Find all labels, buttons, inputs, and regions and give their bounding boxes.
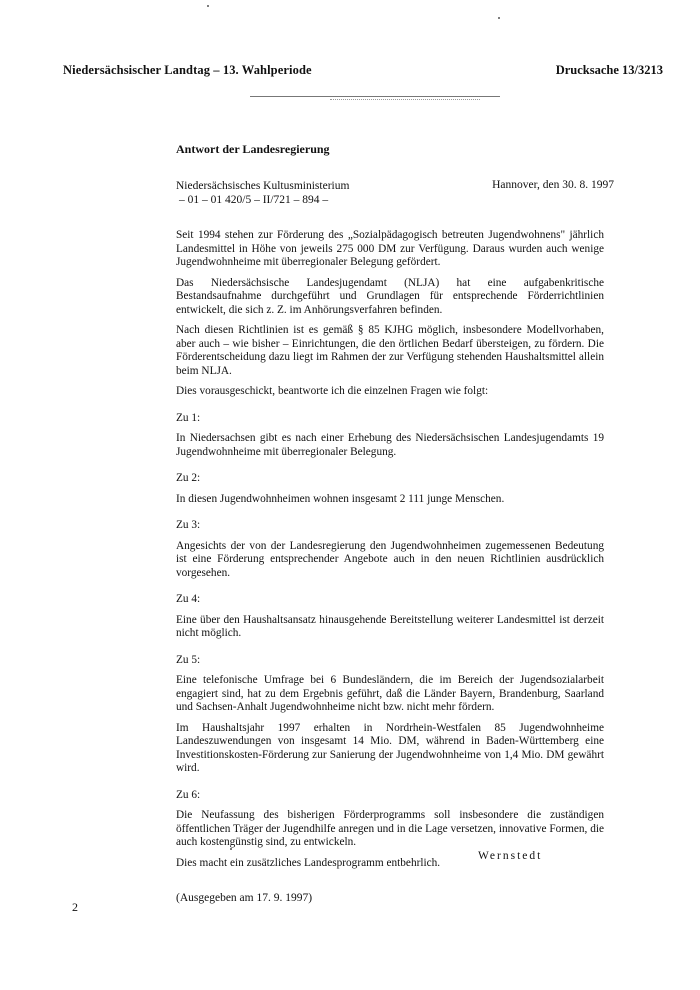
answer-label: Zu 4: bbox=[176, 593, 201, 605]
file-reference: – 01 – 01 420/5 – II/721 – 894 – bbox=[179, 194, 329, 206]
answer-text: Eine über den Haushaltsansatz hinausgehende Bereitstellung weiterer Landesmittel ist derzeit nicht möglich. bbox=[176, 613, 604, 639]
intro-paragraph: Seit 1994 stehen zur Förderung des „Sozialpädagogisch betreuten Jugendwohnens" jährlich Landesmittel in Höhe von jeweils 275 000 DM zur Verfügung. Daraus wurden auch wenige Jugendwohnheime mit überregionaler Belegung gefördert. bbox=[176, 229, 604, 268]
intro-paragraph: Das Niedersächsische Landesjugendamt (NLJA) hat eine aufgabenkritische Bestandsaufnahme durchgeführt und Grundlagen für entsprechende Förderrichtlinien entwickelt, die sich z. Z. im Anhörungsverfahren befinden. bbox=[176, 276, 604, 316]
answer-label: Zu 5: bbox=[176, 653, 201, 666]
header-document-number: Drucksache 13/3213 bbox=[555, 63, 663, 77]
answer-text: Im Haushaltsjahr 1997 erhalten in Nordrhein-Westfalen 85 Jugendwohnheime Landeszuwendungen von insgesamt 14 Mio. DM, während in Baden-Württemberg eine Investitionskosten-Förderung zur Sanierung der Jugendwohnheime von 1,4 Mio. DM gewährt wird. bbox=[176, 721, 604, 774]
issue-date: (Ausgegeben am 17. 9. 1997) bbox=[176, 892, 313, 904]
ministry-name: Niedersächsisches Kultusministerium bbox=[176, 180, 350, 192]
answer-text: In diesen Jugendwohnheimen wohnen insgesamt 2 111 junge Menschen. bbox=[176, 492, 505, 505]
answer-text: Die Neufassung des bisherigen Förderprogramms soll insbesondere die zuständigen öffentlichen Träger der Jugendhilfe anregen und in die Lage versetzen, innovative Formen, die auch kostengünstig sind, zu entwickeln. bbox=[176, 809, 604, 848]
answer-label: Zu 2: bbox=[176, 472, 201, 484]
header-parliament-title: Niedersächsischer Landtag – 13. Wahlperiode bbox=[63, 63, 312, 77]
place-and-date: Hannover, den 30. 8. 1997 bbox=[492, 179, 614, 191]
answer-text: In Niedersachsen gibt es nach einer Erhebung des Niedersächsischen Landesjugendamts 19 Jugendwohnheime mit überregionaler Belegung. bbox=[176, 432, 604, 458]
intro-paragraph: Nach diesen Richtlinien ist es gemäß § 85 KJHG möglich, insbesondere Modellvorhaben, aber auch – wie bisher – Einrichtungen, die den örtlichen Bedarf übersteigen, zu fördern. Die Förderentscheidung dazu liegt im Rahmen der zur Verfügung stehenden Haushaltsmittel allein beim NLJA. bbox=[176, 324, 604, 377]
ministry-block bbox=[176, 179, 349, 207]
answer-label: Zu 1: bbox=[176, 411, 201, 424]
page-number: 2 bbox=[72, 900, 78, 914]
answer-text: Angesichts der von der Landesregierung den Jugendwohnheimen zugemessenen Bedeutung ist eine Förderung entsprechender Angebote auch in den neuen Richtlinien ausdrücklich vorgesehen. bbox=[176, 539, 604, 579]
header-divider-secondary bbox=[330, 99, 480, 100]
answer-text: Eine telefonische Umfrage bei 6 Bundesländern, die im Bereich der Jugendsozialarbeit engagiert sind, hat zu dem Ergebnis geführt, daß die Länder Bayern, Brandenburg, Saarland und Sachsen-Anhalt Jugendwohnheime nicht bzw. nicht mehr fördern. bbox=[176, 674, 604, 713]
answer-label: Zu 3: bbox=[176, 519, 201, 531]
intro-paragraph: Dies vorausgeschickt, beantworte ich die einzelnen Fragen wie folgt: bbox=[176, 385, 489, 397]
answer-label: Zu 6: bbox=[176, 788, 201, 801]
document-body bbox=[176, 229, 604, 877]
scan-speck bbox=[498, 17, 500, 19]
header-divider bbox=[250, 96, 500, 97]
document-title: Antwort der Landesregierung bbox=[176, 142, 330, 156]
answer-text: Dies macht ein zusätzliches Landesprogramm entbehrlich. bbox=[176, 856, 441, 869]
scan-speck bbox=[207, 5, 209, 7]
signature: Wernstedt bbox=[478, 850, 543, 862]
